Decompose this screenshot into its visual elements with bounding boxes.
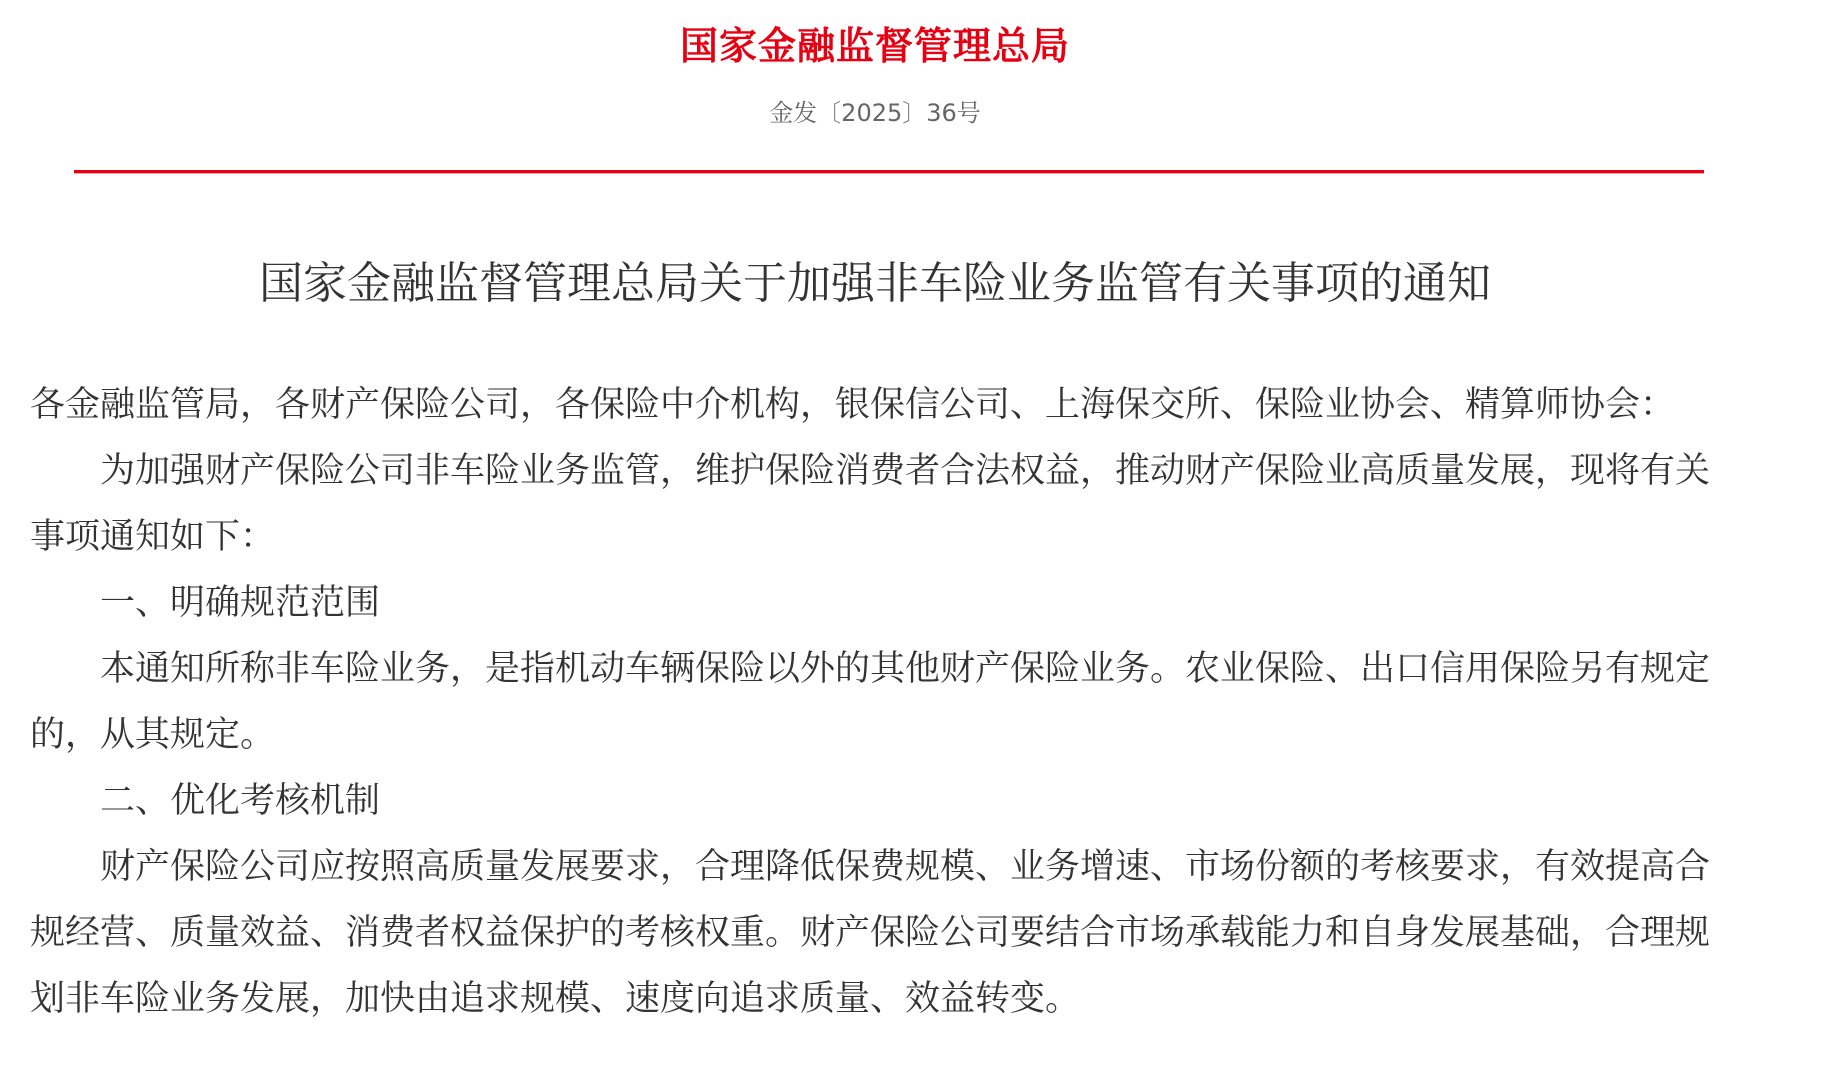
document-number: 金发〔2025〕36号 [769,99,981,127]
red-header-rule [74,170,1704,174]
salutation: 各金融监管局，各财产保险公司，各保险中介机构，银保信公司、上海保交所、保险业协会、精算师协会： [30,385,1676,425]
paragraph-scope: 本通知所称非车险业务，是指机动车辆保险以外的其他财产保险业务。农业保险、出口信用保险另有规定的，从其规定。 [30,649,1711,755]
section-heading-scope: 一、明确规范范围 [100,583,381,623]
notice-title: 国家金融监督管理总局关于加强非车险业务监管有关事项的通知 [259,258,1491,309]
notice-body [30,372,1730,1032]
paragraph-assessment: 财产保险公司应按照高质量发展要求，合理降低保费规模、业务增速、市场份额的考核要求，有效提高合规经营、质量效益、消费者权益保护的考核权重。财产保险公司要结合市场承载能力和自身发展基础，合理规划非车险业务发展，加快由追求规模、速度向追求质量、效益转变。 [30,847,1711,1019]
issuer-name: 国家金融监督管理总局 [679,24,1070,68]
section-heading-assessment: 二、优化考核机制 [100,781,381,821]
paragraph-intro: 为加强财产保险公司非车险业务监管，维护保险消费者合法权益，推动财产保险业高质量发展，现将有关事项通知如下： [30,451,1711,557]
